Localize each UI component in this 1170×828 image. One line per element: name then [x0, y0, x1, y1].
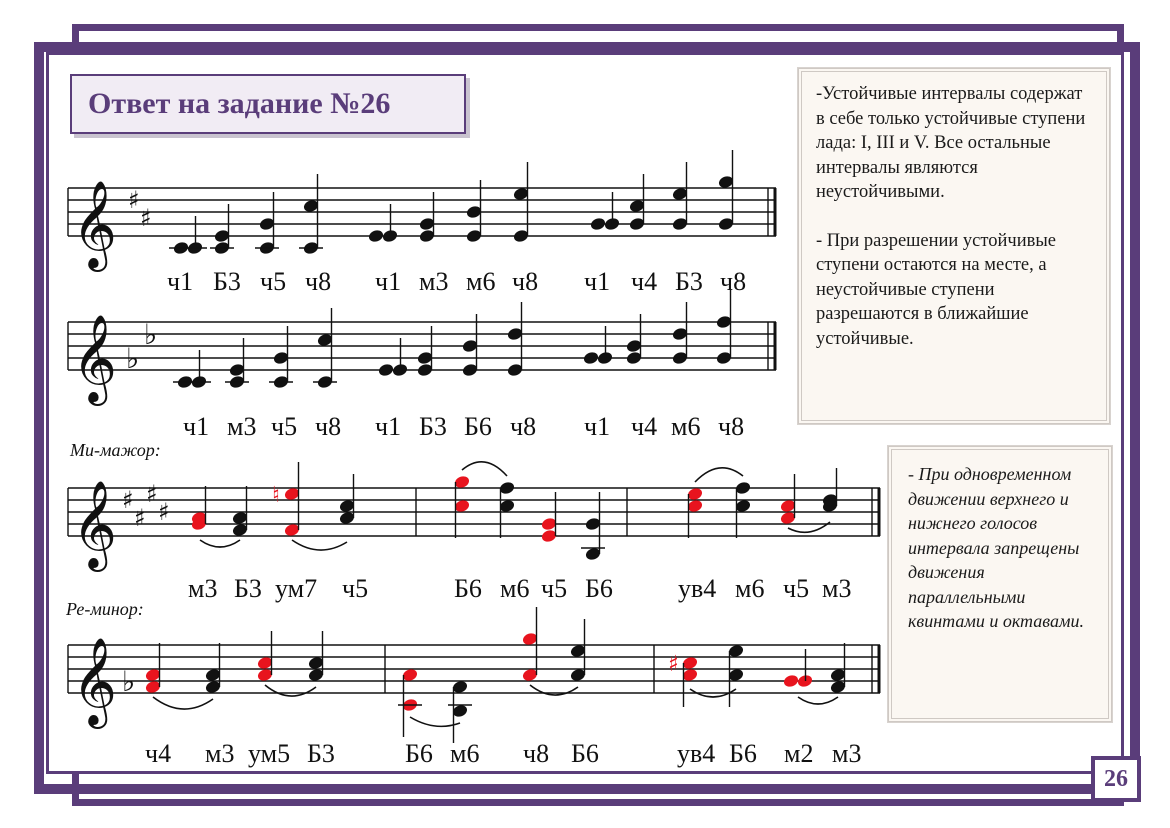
interval-label: м3 — [188, 574, 218, 603]
page-number-box — [1091, 756, 1141, 802]
slur — [265, 685, 316, 696]
sharp-icon: ♯ — [146, 480, 158, 508]
interval-label: ч8 — [718, 412, 745, 441]
natural-icon: ♮ — [272, 483, 280, 508]
notehead — [782, 673, 799, 688]
interval-label: ч5 — [260, 267, 287, 296]
note-stable-text-2: - При разрешении устойчивые ступени остаются на месте, а неустойчивые ступени разрешаются в ближайшие устойчивые. — [816, 230, 1056, 349]
treble-clef-icon: 𝄞 — [72, 179, 117, 268]
notehead — [367, 228, 384, 243]
interval-label: м3 — [419, 267, 449, 296]
interval-label: Б3 — [234, 574, 262, 603]
note-parallel-text: - При одновременном движении верхнего и нижнего голосов интервала запрещены движения параллельными квинтами и октавами. — [908, 464, 1084, 631]
sharp-icon: ♯ — [128, 186, 140, 214]
interval-label: ч5 — [271, 412, 298, 441]
interval-label: Б6 — [405, 739, 433, 768]
notehead — [589, 216, 606, 231]
note-stable-intervals — [798, 68, 1110, 424]
slur — [153, 697, 213, 709]
interval-label: Б6 — [729, 739, 757, 768]
interval-label: ч8 — [510, 412, 537, 441]
slur — [410, 717, 460, 726]
interval-label: ув4 — [677, 739, 716, 768]
slur — [695, 468, 743, 482]
key-label-e-major: Ми-мажор: — [70, 440, 161, 460]
interval-label: ч8 — [315, 412, 342, 441]
sharp-icon: ♯ — [158, 498, 170, 526]
key-label-d-minor: Ре-минор: — [66, 599, 144, 619]
music-marks — [144, 150, 846, 743]
flat-icon: ♭ — [126, 342, 140, 375]
interval-label: ум7 — [275, 574, 318, 603]
slur — [292, 540, 347, 550]
interval-label: ч8 — [512, 267, 539, 296]
sharp-icon: ♯ — [134, 504, 146, 532]
interval-label: ч8 — [523, 739, 550, 768]
slur — [462, 462, 507, 476]
interval-label: м3 — [832, 739, 862, 768]
interval-label: ч8 — [720, 267, 747, 296]
interval-label: ч5 — [342, 574, 369, 603]
interval-label: м3 — [227, 412, 257, 441]
interval-label: ч4 — [631, 412, 658, 441]
page-title: Ответ на задание №26 — [88, 87, 391, 120]
interval-label: ч8 — [305, 267, 332, 296]
treble-clef-icon: 𝄞 — [72, 636, 117, 725]
notehead — [582, 350, 599, 365]
sharp-icon: ♯ — [140, 204, 152, 232]
note-stable-text-1: -Устойчивые интервалы содержат в себе только устойчивые ступени лада: I, III и V. Все остальные интервалы являются неустойчивыми. — [816, 84, 1086, 202]
interval-label: Б6 — [464, 412, 492, 441]
flat-icon: ♭ — [144, 318, 158, 351]
interval-label: м6 — [466, 267, 496, 296]
interval-label: ч1 — [584, 412, 611, 441]
page-number: 26 — [1104, 765, 1128, 792]
sharp-icon: ♯ — [668, 652, 679, 677]
interval-label: ч1 — [584, 267, 611, 296]
interval-label: м6 — [735, 574, 765, 603]
interval-label: ув4 — [678, 574, 717, 603]
interval-label: м3 — [205, 739, 235, 768]
interval-label: м6 — [500, 574, 530, 603]
treble-clef-icon: 𝄞 — [72, 313, 117, 402]
flat-icon: ♭ — [122, 665, 136, 698]
interval-label: Б6 — [571, 739, 599, 768]
interval-label: Б3 — [419, 412, 447, 441]
interval-label: м6 — [671, 412, 701, 441]
interval-label: м2 — [784, 739, 814, 768]
interval-label: Б6 — [454, 574, 482, 603]
slur — [798, 697, 838, 704]
interval-label: ум5 — [248, 739, 291, 768]
interval-label: ч5 — [783, 574, 810, 603]
interval-label: Б6 — [585, 574, 613, 603]
interval-label: м6 — [450, 739, 480, 768]
interval-label: Б3 — [213, 267, 241, 296]
treble-clef-icon: 𝄞 — [72, 479, 117, 568]
notehead — [377, 362, 394, 377]
interval-label: Б3 — [675, 267, 703, 296]
sharp-icon: ♯ — [122, 486, 134, 514]
interval-label: ч1 — [375, 267, 402, 296]
interval-label: ч1 — [183, 412, 210, 441]
note-parallel-motion — [888, 446, 1112, 722]
staves — [68, 179, 880, 729]
interval-label: ч4 — [631, 267, 658, 296]
interval-label: Б3 — [307, 739, 335, 768]
interval-label: м3 — [822, 574, 852, 603]
interval-label: ч1 — [167, 267, 194, 296]
interval-label: ч1 — [375, 412, 402, 441]
interval-label: ч5 — [541, 574, 568, 603]
interval-label: ч4 — [145, 739, 172, 768]
slur — [200, 540, 240, 547]
